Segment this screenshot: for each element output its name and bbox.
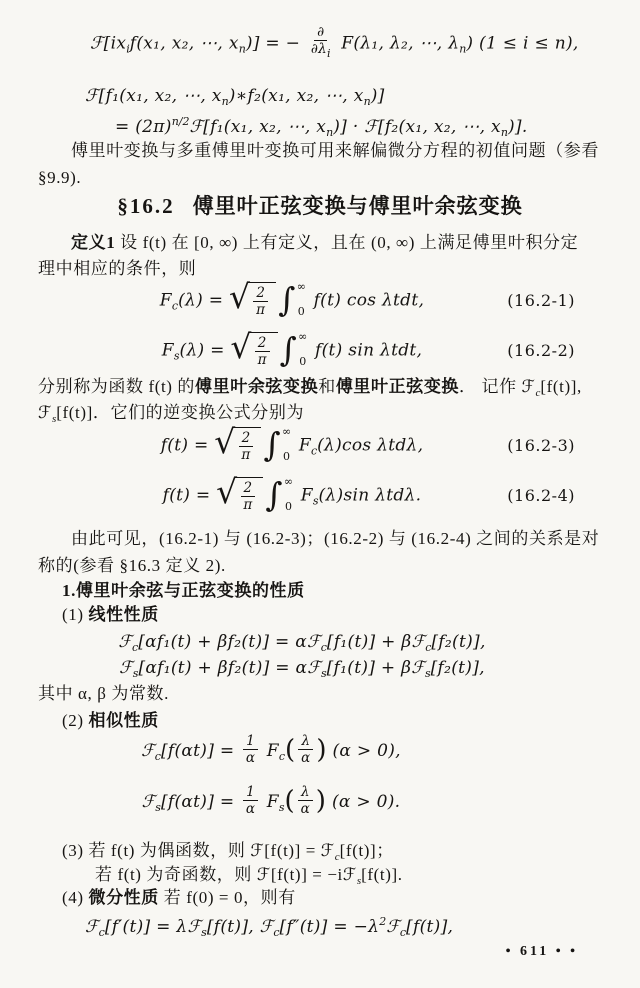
math-text: (4) (62, 888, 89, 907)
big-paren: ) (315, 785, 327, 816)
radicand (235, 477, 264, 513)
fraction-numerator (298, 733, 313, 750)
subscript: c (320, 641, 327, 654)
math-text: (λ)sin λtdλ. (318, 485, 422, 506)
math-text: = (2π) (115, 117, 172, 137)
math-text: F(λ₁, λ₂, ⋯, λ (335, 33, 460, 54)
text-line (62, 579, 305, 603)
page-number: • 611 • • (505, 944, 578, 959)
math-text: f(t) = (162, 485, 217, 506)
equation-number: (16.2-2) (507, 341, 575, 361)
math-text: F (161, 340, 174, 361)
text-line (62, 603, 159, 627)
math-text: 若 f(0) = 0，则有 (158, 888, 296, 907)
subscript: s (51, 413, 57, 425)
equation-number: (16.2-1) (507, 291, 575, 311)
fraction (241, 480, 256, 513)
math-text: F (261, 741, 279, 762)
fraction-denominator (299, 801, 312, 817)
equation-line (38, 472, 602, 515)
bold-text: 1.傅里叶余弦与正弦变换的性质 (62, 581, 305, 600)
fraction-denominator (256, 352, 269, 368)
math-text: [f(t)]．它们的逆变换公式分别为 (56, 403, 305, 422)
fraction (243, 733, 258, 766)
text-line (38, 682, 602, 706)
subscript: s (312, 494, 319, 508)
math-text: 若 f(t) 为奇函数，则 ℱ[f(t)] = −iℱ (95, 865, 357, 884)
math-text: (1) (62, 605, 89, 624)
radicand (249, 332, 278, 368)
square-root (216, 472, 263, 514)
formula-line (38, 786, 602, 820)
integral-limits (282, 426, 291, 462)
subscript: s (278, 801, 285, 815)
radical-sign: √ (216, 472, 238, 511)
math-text: [f₁(t)] + βℱ (326, 632, 426, 652)
lower-limit: 0 (297, 305, 305, 319)
fraction-numerator (243, 733, 258, 750)
fraction-denominator (239, 447, 252, 463)
bold-text: 定义1 (71, 233, 116, 252)
math-text: (λ) = (179, 340, 231, 361)
subscript: c (425, 641, 432, 654)
fraction-numerator (255, 335, 270, 352)
math-text: [f″(t)] = −λ (279, 917, 380, 937)
radical-sign: √ (228, 277, 251, 316)
fraction-denominator (299, 750, 312, 766)
equation-line (38, 422, 602, 465)
math-text: ℱ[f₁(x₁, x₂, ⋯, x (85, 86, 222, 106)
lower-limit: 0 (284, 500, 292, 514)
fraction-numerator (253, 285, 268, 302)
big-paren: ( (284, 785, 295, 816)
math-text: π (256, 302, 266, 319)
math-text: (α > 0), (326, 741, 401, 762)
formula-line (90, 26, 579, 62)
subscript: i (126, 42, 130, 56)
bold-text: 微分性质 (88, 888, 159, 907)
subscript: c (154, 750, 161, 764)
math-text: 其中 α, β 为常数. (38, 684, 170, 703)
math-text: f(t) sin λtdt, (309, 340, 423, 361)
math-text: f(t) cos λtdt, (307, 290, 425, 311)
math-text: ℱ (386, 917, 400, 937)
fraction-numerator (243, 784, 258, 801)
math-text: 设 f(t) 在 [0, ∞) 上有定义，且在 (0, ∞) 上满足傅里叶积分定 (115, 233, 579, 252)
math-text: ℱ (118, 632, 133, 652)
heading-number: §16.2 (117, 194, 175, 218)
integral (278, 281, 306, 317)
fraction-denominator (254, 302, 267, 318)
radical-sign: √ (214, 422, 236, 461)
integral-limits (297, 281, 306, 317)
math-text: ℱ[ix (90, 33, 127, 54)
math-text: F (293, 435, 311, 456)
math-text: f(x₁, x₂, ⋯, x (129, 33, 239, 54)
subscript: s (356, 875, 362, 887)
math-text: ℱ (38, 403, 52, 422)
math-text: )]. (507, 117, 528, 137)
text-line: §9.9). (38, 168, 82, 187)
math-text: 2 (257, 335, 267, 351)
equation-number: (16.2-4) (507, 486, 575, 506)
subscript: c (273, 926, 280, 939)
subscript: n (238, 42, 246, 56)
square-root (228, 277, 276, 319)
radicand (247, 282, 276, 318)
text-line: 傅里叶变换与多重傅里叶变换可用来解偏微分方程的初值问题（参看 (71, 141, 599, 160)
math-text: α (301, 750, 311, 767)
bold-text: 线性性质 (88, 605, 159, 624)
math-text: [αf₁(t) + βf₂(t)] = αℱ (138, 632, 321, 652)
radical-sign: √ (230, 327, 252, 366)
lower-limit: 0 (299, 355, 307, 369)
subscript: c (334, 851, 340, 863)
math-text: ℱ (141, 741, 155, 762)
math-text: (3) 若 f(t) 为偶函数，则 ℱ[f(t)] = ℱ (62, 841, 335, 860)
subscript: n (221, 95, 229, 108)
text-line (38, 257, 602, 281)
integral-sign: ∫ (278, 279, 296, 319)
fraction-numerator (298, 784, 313, 801)
fraction (243, 784, 258, 817)
math-text: α (245, 801, 256, 818)
math-text: [f(t)]. (361, 865, 403, 884)
math-text: 2 (256, 285, 266, 301)
fraction-denominator (309, 41, 333, 60)
square-root (214, 422, 261, 464)
fraction-denominator (244, 801, 257, 817)
subscript: c (310, 444, 318, 458)
equation-number: (16.2-3) (507, 436, 575, 456)
math-text: 和 (318, 377, 336, 396)
math-text: ℱ (119, 658, 133, 678)
big-paren: ) (316, 734, 327, 765)
bold-text: 傅里叶余弦变换 (195, 377, 319, 396)
math-text: F (261, 792, 279, 813)
formula-line (85, 910, 453, 945)
math-text: α (245, 750, 256, 767)
fraction-numerator (314, 24, 327, 41)
superscript: 2 (379, 915, 387, 928)
math-text: (λ) = (178, 290, 229, 311)
subscript: s (173, 349, 180, 363)
math-text: (α > 0). (326, 792, 401, 813)
fraction (309, 24, 333, 60)
math-text: [f₂(t)], (430, 658, 485, 678)
fraction-denominator (244, 750, 257, 766)
fraction (298, 784, 313, 817)
math-text: [f(αt)] = (160, 741, 241, 762)
upper-limit: ∞ (281, 425, 292, 439)
integral (265, 476, 293, 512)
math-text: [f(t)], ℱ (206, 917, 274, 937)
integral (280, 331, 308, 367)
math-text: 2 (241, 430, 251, 446)
subscript: s (201, 926, 207, 939)
text-line (38, 231, 602, 255)
math-text: [f(t)]； (339, 841, 394, 860)
section-heading (38, 194, 602, 218)
math-text: F (159, 290, 172, 311)
math-text: 理中相应的条件，则 (38, 259, 197, 278)
math-text: π (243, 497, 253, 514)
fraction-denominator (241, 497, 254, 513)
subscript: c (132, 641, 139, 654)
subscript: s (132, 667, 139, 680)
upper-limit: ∞ (296, 280, 306, 294)
integral (263, 426, 291, 462)
math-text: ∂ (317, 24, 325, 40)
square-root (230, 327, 277, 369)
integral-sign: ∫ (263, 424, 281, 464)
text-line (62, 886, 296, 910)
fraction (253, 285, 268, 318)
subscript: c (171, 299, 179, 313)
lower-limit: 0 (283, 450, 291, 464)
upper-limit: ∞ (283, 475, 294, 489)
subscript: i (327, 47, 331, 61)
math-text: ∂λ (310, 41, 328, 58)
bold-text: 傅里叶正弦变换 (335, 377, 460, 396)
formula-line (38, 735, 602, 769)
math-text: ℱ (141, 792, 156, 813)
math-text: [f₁(t)] + βℱ (326, 658, 425, 678)
math-text: ℱ[f₁(x₁, x₂, ⋯, x (189, 117, 327, 137)
subscript: c (278, 750, 285, 764)
math-text: λ (301, 733, 311, 749)
text-line (62, 709, 159, 733)
bold-text: 相似性质 (88, 711, 159, 730)
math-text: (2) (62, 711, 89, 730)
subscript: s (155, 801, 161, 815)
subscript: c (399, 926, 407, 939)
subscript: c (535, 387, 541, 399)
math-text: ) (1 ≤ i ≤ n), (466, 33, 579, 54)
upper-limit: ∞ (298, 330, 308, 344)
math-text: λ (300, 784, 310, 800)
math-text: 1 (246, 733, 256, 749)
subscript: c (98, 926, 105, 939)
math-text: [αf₁(t) + βf₂(t)] = αℱ (138, 658, 321, 678)
math-text: [f(αt)] = (160, 792, 241, 813)
math-text: )] (370, 86, 385, 106)
subscript: s (424, 667, 431, 680)
math-text: )] · ℱ[f₂(x₁, x₂, ⋯, x (333, 117, 501, 137)
math-text: 分别称为函数 f(t) 的 (38, 377, 196, 396)
math-text: f(t) = (160, 435, 215, 456)
equation-line (38, 277, 602, 320)
subscript: n (459, 42, 467, 56)
subscript: s (320, 667, 327, 680)
math-text: [f′(t)] = λℱ (104, 917, 202, 937)
heading-title: 傅里叶正弦变换与傅里叶余弦变换 (192, 194, 523, 218)
integral-limits (298, 331, 307, 367)
radicand (233, 427, 262, 463)
fraction-numerator (239, 430, 254, 447)
fraction (255, 335, 270, 368)
math-text: π (257, 352, 267, 369)
fraction (298, 733, 313, 766)
fraction (239, 430, 254, 463)
math-text: )∗f₂(x₁, x₂, ⋯, x (228, 86, 364, 106)
math-text: 2 (243, 480, 253, 496)
math-text: ． 记作 ℱ (459, 377, 536, 396)
fraction-numerator (241, 480, 256, 497)
math-text: π (241, 447, 251, 464)
integral-sign: ∫ (265, 474, 283, 514)
math-text: )] = − (245, 33, 306, 54)
subscript: n (363, 95, 371, 108)
math-text: 1 (246, 784, 256, 800)
math-text: [f(t)], (540, 377, 582, 396)
superscript: n/2 (171, 115, 190, 128)
math-text: (λ)cos λtdλ, (317, 435, 424, 456)
equation-line (38, 327, 602, 370)
math-text: ℱ (85, 917, 99, 937)
text-line: 称的(参看 §16.3 定义 2). (38, 556, 226, 575)
subscript: n (326, 126, 334, 139)
math-text: α (300, 801, 311, 818)
integral-sign: ∫ (279, 329, 298, 369)
subscript: n (500, 126, 508, 139)
math-text: [f(t)], (406, 917, 454, 937)
big-paren: ( (285, 734, 296, 765)
math-text: F (295, 485, 313, 506)
text-line: 由此可见，(16.2-1) 与 (16.2-3)；(16.2-2) 与 (16.2-4) 之间的关系是对 (71, 529, 600, 548)
integral-limits (284, 476, 293, 512)
math-text: [f₂(t)], (431, 632, 486, 652)
